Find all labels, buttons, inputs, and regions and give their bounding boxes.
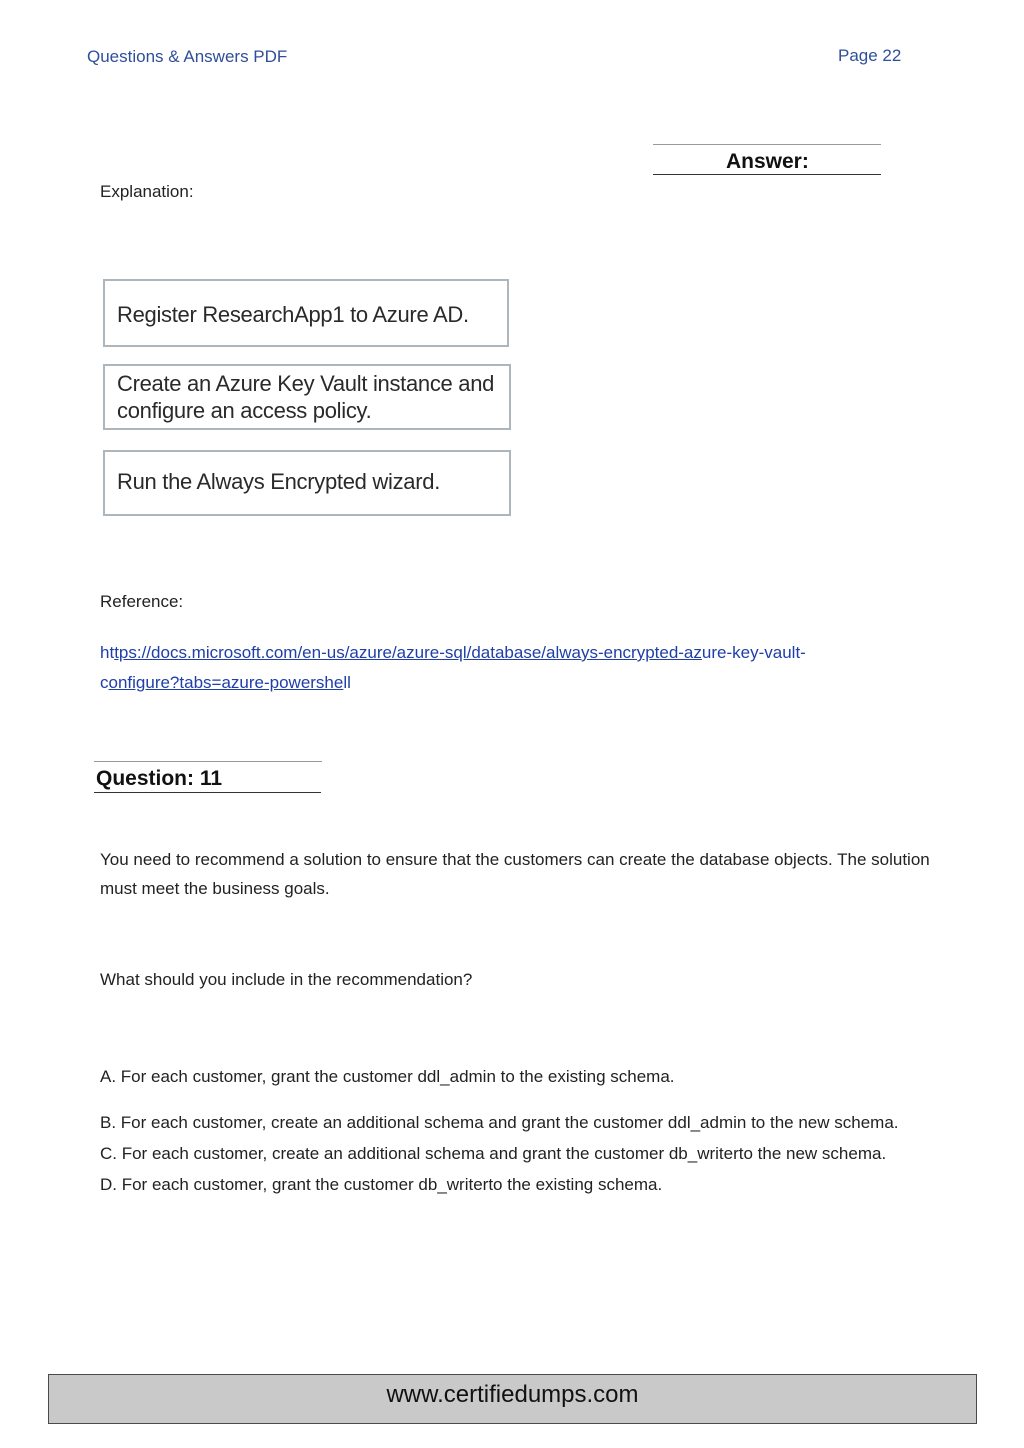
question-heading-block: [94, 767, 321, 793]
answer-step-2: Create an Azure Key Vault instance and configure an access policy.: [103, 364, 511, 430]
footer-bar: [48, 1374, 977, 1424]
reference-url-link-part5[interactable]: onfigure?tabs=azure-powershe: [108, 673, 344, 692]
header-title: Questions & Answers PDF: [87, 47, 288, 66]
answer-heading: Answer:: [726, 150, 809, 173]
answer-heading-block: [653, 150, 881, 175]
question-rule: [94, 761, 322, 762]
answer-step-1: Register ResearchApp1 to Azure AD.: [103, 279, 509, 347]
answer-rule: [653, 144, 881, 145]
question-stem: You need to recommend a solution to ensure that the customers can create the database objects. The solution must meet the business goals.: [100, 850, 930, 898]
reference-url-link-part2[interactable]: tps://docs.microsoft.com/en-us/azure/azure-sql/database/always-encrypted-az: [114, 643, 702, 662]
reference-url-part4: c: [100, 673, 109, 692]
option-d: D. For each customer, grant the customer db_writerto the existing schema.: [100, 1175, 663, 1194]
option-c: C. For each customer, create an additional schema and grant the customer db_writerto the new schema.: [100, 1144, 887, 1163]
option-b: B. For each customer, create an additional schema and grant the customer ddl_admin to the new schema.: [100, 1113, 899, 1132]
question-heading: Question: 11: [96, 767, 223, 790]
option-a: A. For each customer, grant the customer ddl_admin to the existing schema.: [100, 1067, 675, 1086]
reference-url-part3: ure-key-vault-: [701, 643, 806, 662]
footer-site: www.certifiedumps.com: [386, 1381, 639, 1408]
reference-url-part1: ht: [100, 643, 115, 662]
explanation-label: Explanation:: [100, 182, 194, 201]
reference-url-part6: ll: [343, 673, 351, 692]
question-prompt: What should you include in the recommendation?: [100, 970, 473, 989]
reference-link[interactable]: [100, 638, 920, 698]
page-number: Page 22: [838, 46, 902, 65]
answer-step-3: Run the Always Encrypted wizard.: [103, 450, 511, 516]
reference-label: Reference:: [100, 592, 184, 611]
options-group: [100, 1107, 970, 1200]
